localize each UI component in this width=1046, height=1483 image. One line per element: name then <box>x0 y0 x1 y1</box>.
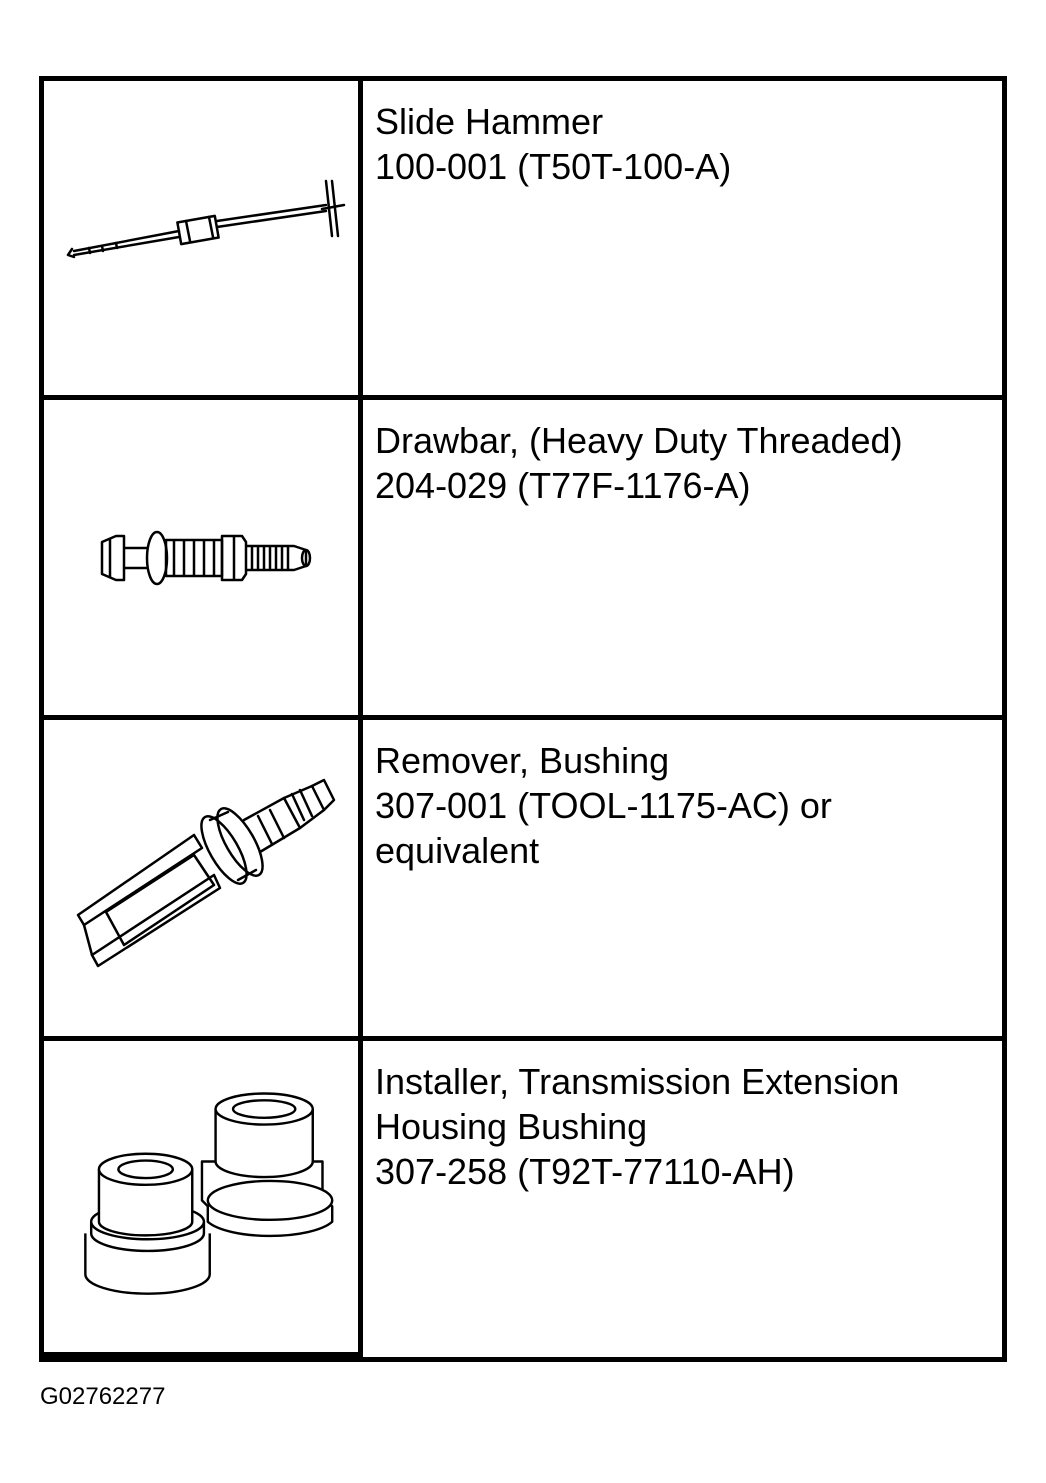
tool-description-bushing-remover <box>363 720 1002 1041</box>
tool-description-slide-hammer <box>363 81 1002 400</box>
special-tools-table <box>39 76 1007 1362</box>
slide-hammer-icon <box>44 81 358 395</box>
tool-image-cell-bushing-remover <box>44 720 363 1041</box>
tool-image-cell-drawbar <box>44 400 363 720</box>
tool-number: 307-258 (T92T-77110-AH) <box>375 1151 795 1192</box>
tool-name-continued: Housing Bushing <box>375 1106 648 1147</box>
tool-note: equivalent <box>375 830 540 871</box>
tool-name: Installer, Transmission Extension <box>375 1061 900 1102</box>
tool-image-cell-slide-hammer <box>44 81 363 400</box>
drawbar-icon <box>44 400 358 715</box>
tool-number: 204-029 (T77F-1176-A) <box>375 465 751 506</box>
tool-description-bushing-installer <box>363 1041 1002 1357</box>
bushing-installer-icon <box>44 1041 358 1352</box>
tool-name: Drawbar, (Heavy Duty Threaded) <box>375 420 903 461</box>
bushing-remover-icon <box>44 720 358 1036</box>
tool-number: 307-001 (TOOL-1175-AC) or <box>375 785 832 826</box>
tool-description-drawbar <box>363 400 1002 720</box>
tool-name: Remover, Bushing <box>375 740 670 781</box>
figure-id: G02762277 <box>40 1383 166 1410</box>
tool-name: Slide Hammer <box>375 101 604 142</box>
tool-image-cell-bushing-installer <box>44 1041 363 1357</box>
tool-number: 100-001 (T50T-100-A) <box>375 146 732 187</box>
